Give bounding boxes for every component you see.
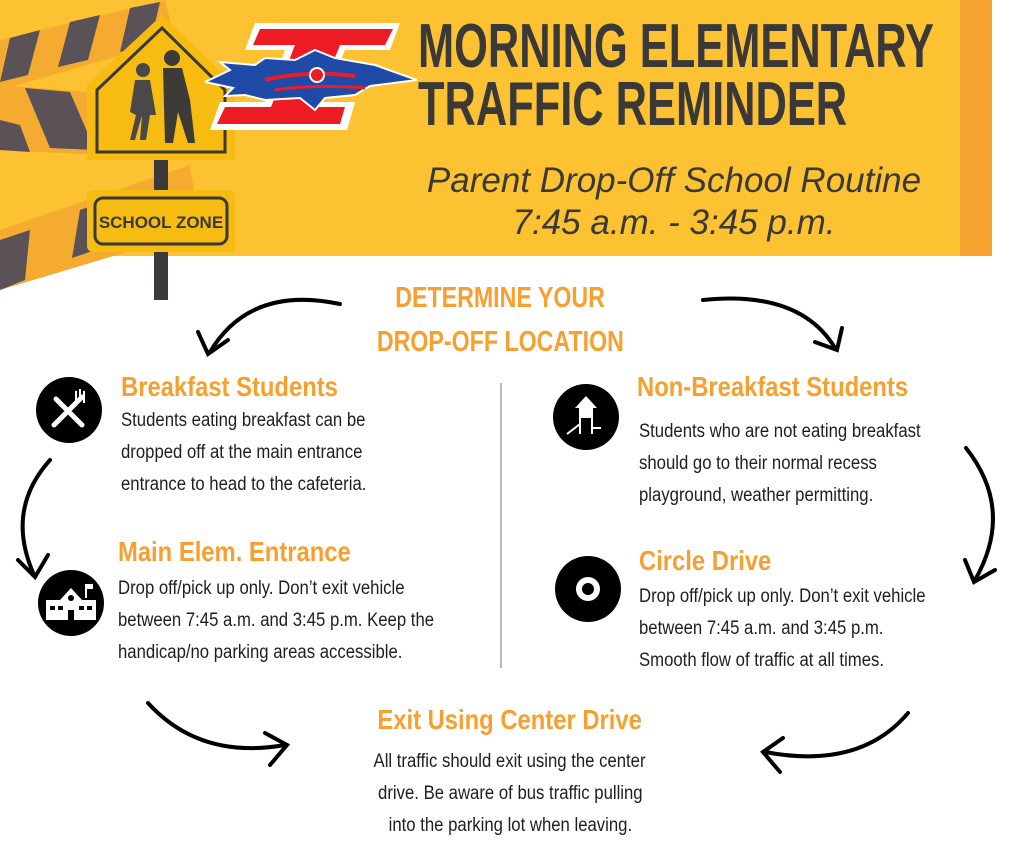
main-entrance-title: Main Elem. Entrance: [118, 536, 351, 567]
main-entrance-text: [118, 573, 477, 669]
text-line: All traffic should exit using the center: [373, 751, 647, 772]
text-line: Drop off/pick up only. Don’t exit vehicle: [639, 586, 926, 607]
column-divider: [500, 383, 502, 668]
prompt-line-1: DETERMINE YOUR: [395, 282, 605, 314]
text-line: handicap/no parking areas accessible.: [118, 642, 403, 663]
circle-drive-title: Circle Drive: [639, 545, 772, 576]
arrow-icon: [210, 300, 340, 352]
sign-text: SCHOOL ZONE: [98, 213, 224, 232]
text-line: playground, weather permitting.: [639, 485, 874, 506]
text-line: drive. Be aware of bus traffic pulling: [377, 783, 643, 804]
exit-heading: [300, 704, 720, 736]
non-breakfast-text: [639, 416, 959, 512]
text-line: Students eating breakfast can be: [121, 410, 366, 431]
school-building-icon: [38, 570, 104, 636]
subtitle-hours: 7:45 a.m. - 3:45 p.m.: [512, 203, 836, 242]
playground-icon: [553, 384, 619, 450]
non-breakfast-title: Non-Breakfast Students: [637, 371, 909, 402]
breakfast-title: Breakfast Students: [121, 371, 338, 402]
circle-drive-text: [639, 581, 965, 677]
circle-drive-heading: [639, 545, 795, 577]
text-line: dropped off at the main entrance: [121, 442, 363, 463]
arrow-icon: [148, 703, 285, 748]
text-line: Students who are not eating breakfast: [639, 421, 921, 442]
exit-title: Exit Using Center Drive: [377, 704, 643, 735]
arrow-icon: [765, 713, 908, 756]
text-line: entrance to head to the cafeteria.: [121, 474, 367, 495]
breakfast-text: [121, 405, 400, 501]
main-entrance-heading: [118, 536, 392, 568]
text-line: Smooth flow of traffic at all times.: [639, 650, 885, 671]
arrow-icon: [966, 448, 993, 580]
breakfast-heading: [121, 371, 376, 403]
text-line: between 7:45 a.m. and 3:45 p.m. Keep the: [118, 610, 435, 631]
non-breakfast-heading: [637, 371, 956, 403]
text-line: between 7:45 a.m. and 3:45 p.m.: [639, 618, 884, 639]
title-line-2: TRAFFIC REMINDER: [418, 70, 848, 139]
title-line-1: MORNING ELEMENTARY: [418, 12, 934, 81]
text-line: should go to their normal recess: [639, 453, 877, 474]
prompt-line-2: DROP-OFF LOCATION: [376, 326, 624, 358]
exit-text: [300, 746, 720, 842]
text-line: into the parking lot when leaving.: [388, 815, 632, 836]
subtitle-routine: Parent Drop-Off School Routine: [426, 161, 922, 200]
fork-knife-icon: [36, 377, 102, 443]
circle-icon: [555, 556, 621, 622]
text-line: Drop off/pick up only. Don’t exit vehicle: [118, 578, 405, 599]
